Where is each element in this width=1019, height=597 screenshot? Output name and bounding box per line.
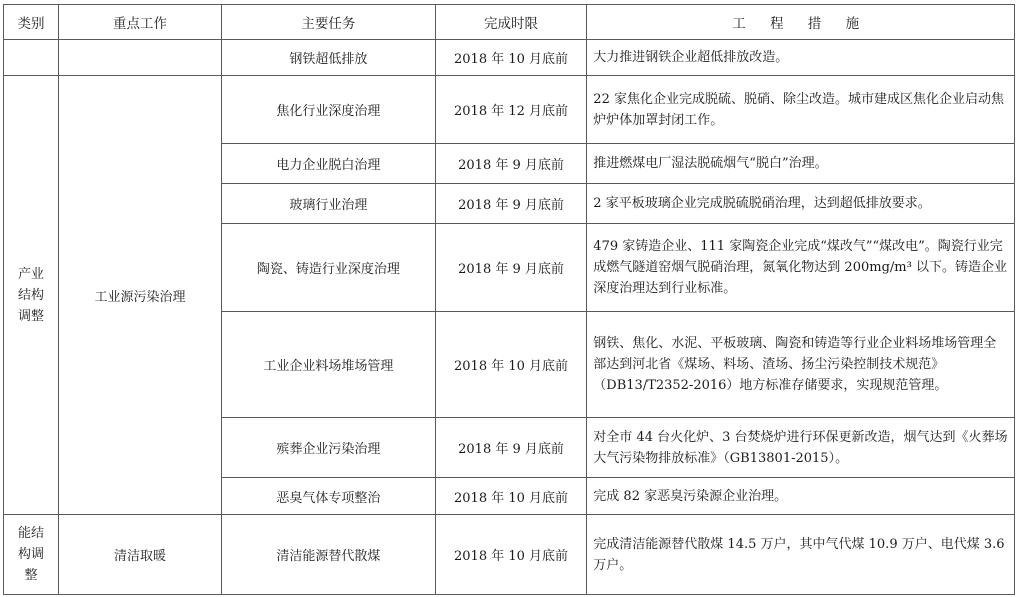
measure-cell: 完成 82 家恶臭污染源企业治理。 [587,478,1015,515]
table-row [4,40,1015,76]
measure-cell: 大力推进钢铁企业超低排放改造。 [587,40,1015,76]
deadline-cell: 2018 年 10 月底前 [435,478,587,515]
header-focus: 重点工作 [59,5,222,40]
measure-cell: 22 家焦化企业完成脱硫、脱硝、除尘改造。城市建成区焦化企业启动焦炉炉体加罩封闭工作。 [587,76,1015,144]
deadline-cell: 2018 年 9 月底前 [435,418,587,478]
table-row [4,515,1015,595]
header-measures: 工 程 措 施 [587,5,1015,40]
header-row [4,5,1015,40]
focus-cell-empty [59,40,222,76]
deadline-cell: 2018 年 9 月底前 [435,184,587,224]
measure-cell: 钢铁、焦化、水泥、平板玻璃、陶瓷和铸造等行业企业料场堆场管理全部达到河北省《煤场、料场、渣场、扬尘污染控制技术规范》（DB13/T2352-2016）地方标准存储要求，实现规范管理。 [587,312,1015,418]
task-cell: 陶瓷、铸造行业深度治理 [221,224,435,312]
measures-table [3,4,1015,595]
deadline-cell: 2018 年 10 月底前 [435,515,587,595]
measure-cell: 推进燃煤电厂湿法脱硫烟气“脱白”治理。 [587,144,1015,184]
measure-cell: 2 家平板玻璃企业完成脱硫脱硝治理，达到超低排放要求。 [587,184,1015,224]
task-cell: 恶臭气体专项整治 [221,478,435,515]
deadline-cell: 2018 年 10 月底前 [435,312,587,418]
task-cell: 电力企业脱白治理 [221,144,435,184]
task-cell: 焦化行业深度治理 [221,76,435,144]
header-deadline: 完成时限 [435,5,587,40]
measure-cell: 完成清洁能源替代散煤 14.5 万户，其中气代煤 10.9 万户、电代煤 3.6 万户。 [587,515,1015,595]
task-cell: 钢铁超低排放 [221,40,435,76]
focus-cell: 清洁取暖 [59,515,222,595]
deadline-cell: 2018 年 9 月底前 [435,144,587,184]
category-cell-empty [4,40,59,76]
task-cell: 玻璃行业治理 [221,184,435,224]
table-row [4,76,1015,144]
focus-cell: 工业源污染治理 [59,76,222,515]
header-category: 类别 [4,5,59,40]
measure-cell: 对全市 44 台火化炉、3 台焚烧炉进行环保更新改造，烟气达到《火葬场大气污染物排放标准》（GB13801-2015）。 [587,418,1015,478]
header-task: 主要任务 [221,5,435,40]
category-cell: 产业结构调整 [4,76,59,515]
deadline-cell: 2018 年 9 月底前 [435,224,587,312]
task-cell: 清洁能源替代散煤 [221,515,435,595]
task-cell: 工业企业料场堆场管理 [221,312,435,418]
task-cell: 殡葬企业污染治理 [221,418,435,478]
measure-cell: 479 家铸造企业、111 家陶瓷企业完成“煤改气”“煤改电”。陶瓷行业完成燃气隧道窑烟气脱硝治理，氮氧化物达到 200mg/m³ 以下。铸造企业深度治理达到行业标准。 [587,224,1015,312]
category-cell: 能结构调整 [4,515,59,595]
deadline-cell: 2018 年 12 月底前 [435,76,587,144]
deadline-cell: 2018 年 10 月底前 [435,40,587,76]
